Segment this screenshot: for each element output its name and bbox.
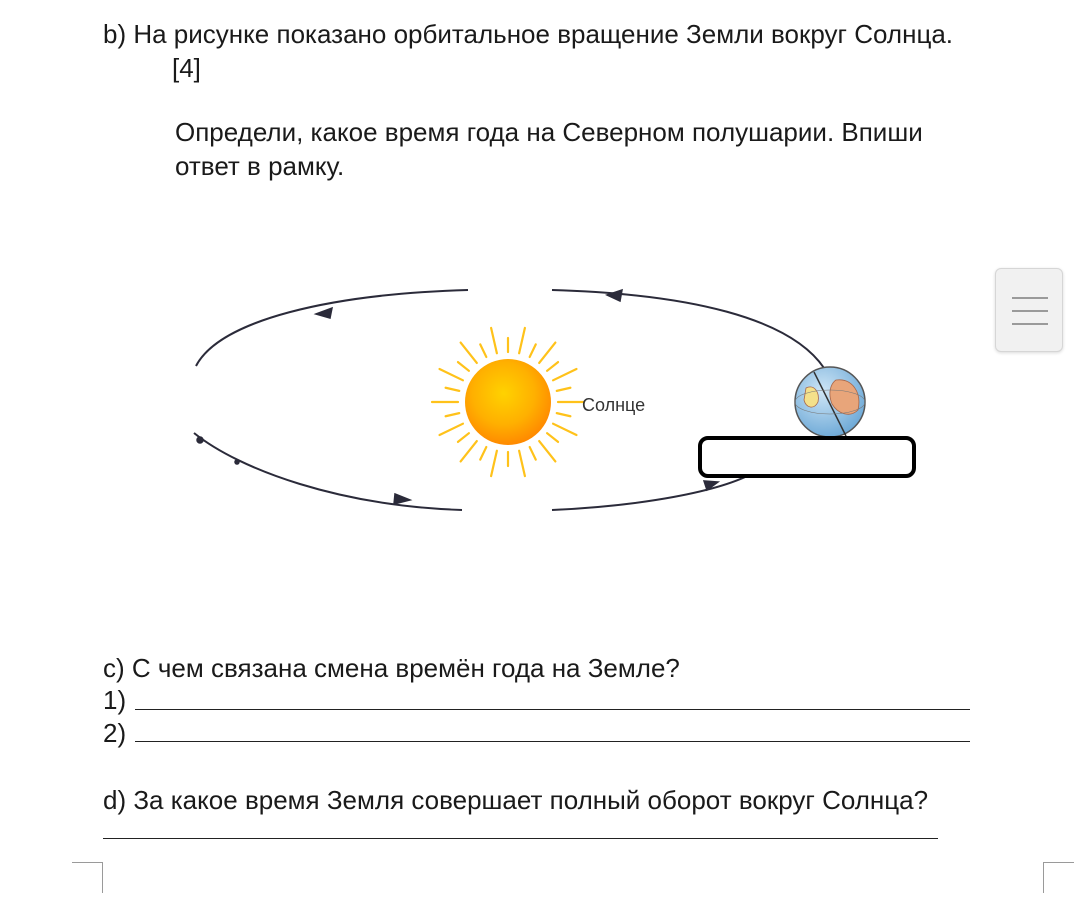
sun-ray — [461, 441, 477, 461]
hamburger-menu-button[interactable] — [995, 268, 1063, 352]
question-b-instruction-line1: Определи, какое время года на Северном полушарии. Впиши — [175, 117, 923, 147]
sun-ray — [458, 362, 469, 371]
sun-label: Солнце — [582, 395, 646, 415]
question-d-title: d) За какое время Земля совершает полный оборот вокруг Солнца? — [103, 785, 929, 815]
sun-ray — [519, 451, 525, 476]
earth-icon — [795, 367, 865, 437]
question-c-item1-label: 1) — [103, 685, 127, 715]
sun-ray — [480, 447, 486, 460]
sun-ray — [440, 369, 463, 380]
sun-ray — [446, 413, 460, 416]
answer-box[interactable] — [700, 438, 914, 476]
hamburger-menu-icon — [1012, 297, 1048, 299]
sun-ray — [547, 433, 558, 442]
sun-ray — [530, 344, 536, 357]
sun-ray — [461, 343, 477, 363]
sun-ray — [519, 328, 525, 353]
arrow-bottom-left-icon — [394, 494, 410, 504]
arrow-top-right-icon — [607, 290, 622, 301]
question-b-title: b) На рисунке показано орбитальное вращение Земли вокруг Солнца. — [103, 19, 954, 49]
sun-ray — [553, 424, 576, 435]
sun-ray — [440, 424, 463, 435]
sun-ray — [491, 328, 497, 353]
hamburger-menu-icon-bar-2 — [1012, 310, 1048, 312]
hamburger-menu-icon-bar-3 — [1012, 323, 1048, 325]
arrow-top-left-icon — [316, 308, 332, 318]
question-b-marks: [4] — [172, 53, 201, 83]
page-corner-left — [72, 862, 103, 893]
sun-ray — [530, 447, 536, 460]
sun-ray — [458, 433, 469, 442]
sun-ray — [557, 413, 571, 416]
question-c-item2-label: 2) — [103, 718, 127, 748]
sun-icon — [465, 359, 551, 445]
question-c-title: с) С чем связана смена времён года на Земле? — [103, 653, 680, 683]
sun-ray — [446, 388, 460, 391]
sun-ray — [557, 388, 571, 391]
question-b-instruction-line2: ответ в рамку. — [175, 151, 345, 181]
page-corner-right — [1043, 862, 1074, 893]
sun-ray — [553, 369, 576, 380]
question-c-answer-line-1[interactable] — [135, 709, 970, 710]
sun-ray — [539, 343, 555, 363]
question-c-answer-line-2[interactable] — [135, 741, 970, 742]
question-d-answer-line[interactable] — [103, 838, 938, 839]
sun-ray — [539, 441, 555, 461]
sun-ray — [491, 451, 497, 476]
sun-ray — [547, 362, 558, 371]
sun-ray — [480, 344, 486, 357]
